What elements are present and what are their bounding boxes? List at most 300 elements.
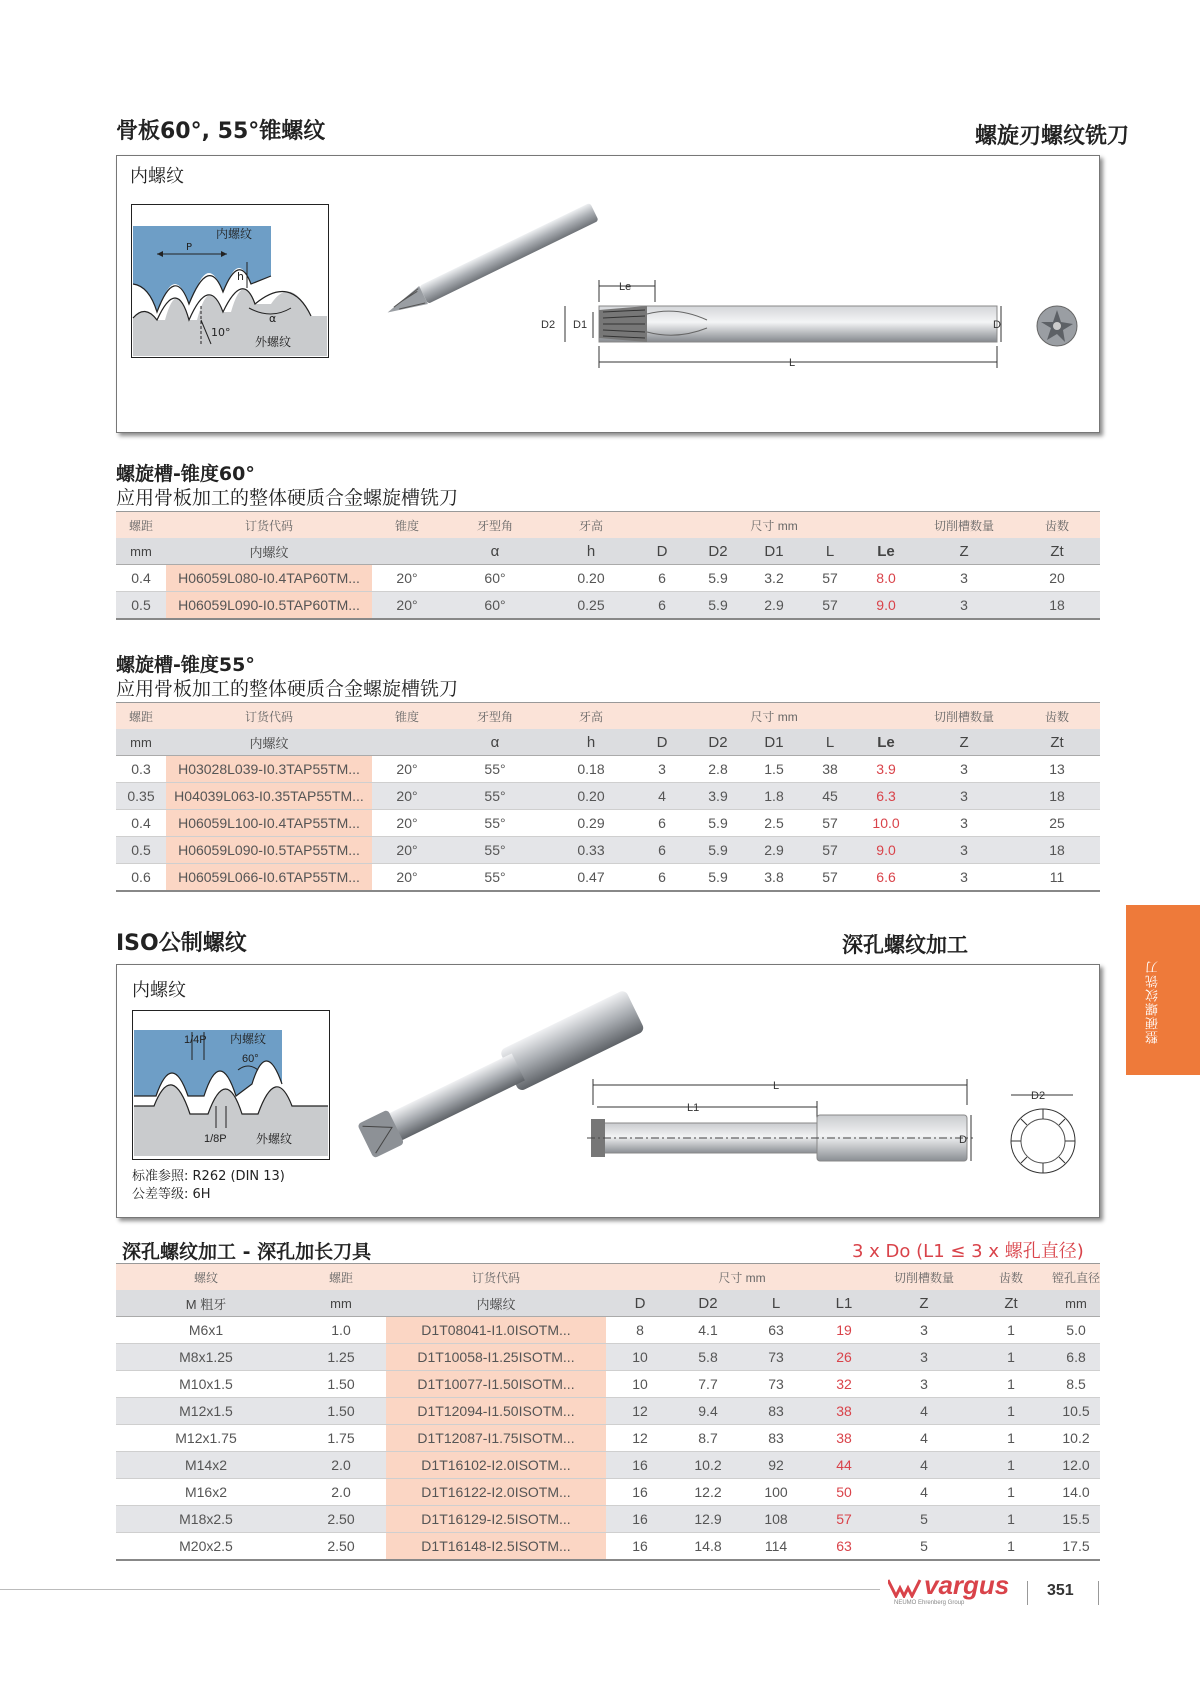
table-row [116, 1371, 1100, 1398]
cell-pitch: 1.50 [296, 1398, 386, 1425]
cell-order-code[interactable]: H03028L039-I0.3TAP55TM... [166, 756, 372, 783]
cell-order-code[interactable]: D1T12094-I1.50ISOTM... [386, 1398, 606, 1425]
cell-pitch: 2.0 [296, 1479, 386, 1506]
cell-order-code[interactable]: D1T16129-I2.5ISOTM... [386, 1506, 606, 1533]
hdr-order-code: 订货代码 [166, 512, 372, 539]
cell-zt: 11 [1014, 864, 1100, 892]
cell-h: 0.33 [548, 837, 634, 864]
standard-reference: 标准参照: R262 (DIN 13) [132, 1169, 285, 1184]
cell-d2: 5.9 [690, 864, 746, 892]
cell-d: 16 [606, 1479, 674, 1506]
cell-order-code[interactable]: D1T12087-I1.75ISOTM... [386, 1425, 606, 1452]
cell-le: 8.0 [858, 565, 914, 592]
height-label: h [237, 270, 244, 283]
cell-l: 57 [802, 592, 858, 620]
table1-header-row [116, 512, 1100, 539]
cell-pitch: 2.50 [296, 1533, 386, 1561]
cell-zt: 13 [1014, 756, 1100, 783]
hdr-order-code: 订货代码 [166, 703, 372, 730]
internal-thread-label: 内螺纹 [216, 227, 253, 241]
cell-z: 3 [878, 1344, 970, 1371]
table-row [116, 1479, 1100, 1506]
cell-l: 57 [802, 837, 858, 864]
hdr-flutes: 切削槽数量 [878, 1264, 970, 1291]
cell-l: 73 [742, 1344, 810, 1371]
cell-z: 5 [878, 1533, 970, 1561]
cell-order-code[interactable]: H06059L090-I0.5TAP60TM... [166, 592, 372, 620]
table2-header-row [116, 703, 1100, 730]
table-row [116, 810, 1100, 837]
cell-angle: 60° [442, 565, 548, 592]
side-category-tab[interactable] [1126, 905, 1200, 1075]
cell-d2: 10.2 [674, 1452, 742, 1479]
section1-right-title: 螺旋刃螺纹铣刀 [975, 124, 1130, 149]
cell-d1: 2.5 [746, 810, 802, 837]
cell-l: 38 [802, 756, 858, 783]
table3-header-row [116, 1264, 1100, 1291]
cell-l1: 44 [810, 1452, 878, 1479]
table-row [116, 1398, 1100, 1425]
cell-d: 16 [606, 1452, 674, 1479]
cell-d: 4 [634, 783, 690, 810]
cell-order-code[interactable]: D1T08041-I1.0ISOTM... [386, 1317, 606, 1344]
cell-order-code[interactable]: D1T10077-I1.50ISOTM... [386, 1371, 606, 1398]
cell-zt: 1 [970, 1533, 1052, 1561]
cell-taper: 20° [372, 810, 442, 837]
cell-zt: 1 [970, 1398, 1052, 1425]
cell-zt: 1 [970, 1344, 1052, 1371]
cell-le: 9.0 [858, 837, 914, 864]
cell-l1: 19 [810, 1317, 878, 1344]
hdr-flutes: 切削槽数量 [914, 512, 1014, 539]
table-row [116, 837, 1100, 864]
cell-d: 3 [634, 756, 690, 783]
cell-l: 83 [742, 1398, 810, 1425]
cell-h: 0.20 [548, 565, 634, 592]
section1-title: 骨板60°, 55°锥螺纹 [116, 119, 326, 144]
cell-pitch: 1.50 [296, 1371, 386, 1398]
external-thread-label: 外螺纹 [256, 1132, 293, 1146]
cell-z: 4 [878, 1452, 970, 1479]
table-row [116, 1533, 1100, 1561]
hdr-order-code: 订货代码 [386, 1264, 606, 1291]
cell-h: 0.18 [548, 756, 634, 783]
hdr-pitch: 螺距 [296, 1264, 386, 1291]
hdr-thread-height: 牙高 [548, 512, 634, 539]
table-row [116, 1425, 1100, 1452]
d2-dim-label: D2 [1031, 1090, 1046, 1102]
cell-order-code[interactable]: H06059L066-I0.6TAP55TM... [166, 864, 372, 892]
sub-d: D [606, 1290, 674, 1317]
cell-z: 4 [878, 1425, 970, 1452]
cell-zt: 1 [970, 1371, 1052, 1398]
cell-h: 0.29 [548, 810, 634, 837]
cell-taper: 20° [372, 565, 442, 592]
cell-pitch: 1.25 [296, 1344, 386, 1371]
sub-mm: mm [116, 538, 166, 565]
cell-l: 57 [802, 864, 858, 892]
hdr-teeth: 齿数 [1014, 512, 1100, 539]
cell-d: 6 [634, 810, 690, 837]
section2-title: ISO公制螺纹 [116, 931, 247, 956]
hdr-taper: 锥度 [372, 512, 442, 539]
cell-bore: 10.2 [1052, 1425, 1100, 1452]
table1 [116, 511, 1100, 620]
table1-subtitle: 应用骨板加工的整体硬质合金螺旋槽铣刀 [116, 487, 459, 509]
cell-d1: 2.9 [746, 592, 802, 620]
cell-bore: 17.5 [1052, 1533, 1100, 1561]
cell-l1: 38 [810, 1398, 878, 1425]
hdr-teeth: 齿数 [970, 1264, 1052, 1291]
cell-angle: 55° [442, 864, 548, 892]
hdr-dimensions: 尺寸 mm [634, 703, 914, 730]
cell-pitch: 0.4 [116, 565, 166, 592]
cell-d: 6 [634, 837, 690, 864]
table2-subheader-row [116, 729, 1100, 756]
cell-d: 16 [606, 1533, 674, 1561]
table-row [116, 1506, 1100, 1533]
sub-l: L [802, 538, 858, 565]
cell-d2: 3.9 [690, 783, 746, 810]
table2-title: 螺旋槽-锥度55° [116, 654, 255, 676]
cell-order-code[interactable]: D1T16148-I2.5ISOTM... [386, 1533, 606, 1561]
cell-bore: 15.5 [1052, 1506, 1100, 1533]
cell-angle: 55° [442, 837, 548, 864]
sub-d1: D1 [746, 538, 802, 565]
cell-h: 0.47 [548, 864, 634, 892]
cell-d: 12 [606, 1425, 674, 1452]
cell-h: 0.20 [548, 783, 634, 810]
cell-d2: 5.8 [674, 1344, 742, 1371]
hdr-thread-height: 牙高 [548, 703, 634, 730]
cell-thread: M14x2 [116, 1452, 296, 1479]
cell-d2: 9.4 [674, 1398, 742, 1425]
cell-thread: M6x1 [116, 1317, 296, 1344]
cell-z: 3 [878, 1371, 970, 1398]
hdr-flutes: 切削槽数量 [914, 703, 1014, 730]
cell-bore: 5.0 [1052, 1317, 1100, 1344]
sub-d2: D2 [674, 1290, 742, 1317]
cell-z: 4 [878, 1479, 970, 1506]
page-number: 351 [1047, 1582, 1074, 1599]
sub-zt: Zt [1014, 538, 1100, 565]
cell-z: 5 [878, 1506, 970, 1533]
sub-alpha: α [442, 729, 548, 756]
tool-dimension-view [537, 276, 1007, 386]
cell-l1: 57 [810, 1506, 878, 1533]
cell-pitch: 0.5 [116, 837, 166, 864]
sub-d2: D2 [690, 538, 746, 565]
section1-panel [116, 155, 1100, 433]
table1-subheader-row [116, 538, 1100, 565]
cell-zt: 18 [1014, 783, 1100, 810]
cell-pitch: 2.0 [296, 1452, 386, 1479]
cell-l1: 32 [810, 1371, 878, 1398]
cell-l: 45 [802, 783, 858, 810]
cell-order-code[interactable]: H06059L100-I0.4TAP55TM... [166, 810, 372, 837]
cell-zt: 1 [970, 1452, 1052, 1479]
sub-z: Z [914, 729, 1014, 756]
cell-l: 83 [742, 1425, 810, 1452]
deep-hole-dimension-view [587, 1075, 977, 1185]
cell-z: 3 [914, 837, 1014, 864]
cell-le: 6.3 [858, 783, 914, 810]
cell-l: 57 [802, 810, 858, 837]
cell-d2: 5.9 [690, 565, 746, 592]
cell-d: 6 [634, 864, 690, 892]
sub-mm: mm [296, 1290, 386, 1317]
cell-bore: 8.5 [1052, 1371, 1100, 1398]
hdr-dimensions: 尺寸 mm [606, 1264, 878, 1291]
footer-divider [0, 1589, 880, 1590]
sub-alpha: α [442, 538, 548, 565]
table3 [116, 1263, 1100, 1561]
cell-z: 3 [914, 864, 1014, 892]
sub-internal: 内螺纹 [166, 538, 372, 565]
iso-thread-profile-diagram [132, 1010, 330, 1160]
cell-zt: 1 [970, 1506, 1052, 1533]
sub-internal: 内螺纹 [386, 1290, 606, 1317]
cell-le: 9.0 [858, 592, 914, 620]
sub-z: Z [878, 1290, 970, 1317]
cell-zt: 18 [1014, 837, 1100, 864]
cell-zt: 20 [1014, 565, 1100, 592]
cell-order-code[interactable]: H04039L063-I0.35TAP55TM... [166, 783, 372, 810]
cell-d1: 2.9 [746, 837, 802, 864]
hdr-pitch: 螺距 [116, 512, 166, 539]
cell-pitch: 0.5 [116, 592, 166, 620]
l-dim-label: L [773, 1080, 780, 1092]
footer-separator [1027, 1581, 1028, 1605]
cell-d: 10 [606, 1344, 674, 1371]
cell-thread: M20x2.5 [116, 1533, 296, 1561]
cell-pitch: 0.35 [116, 783, 166, 810]
hdr-teeth: 齿数 [1014, 703, 1100, 730]
table-row [116, 1317, 1100, 1344]
sub-d1: D1 [746, 729, 802, 756]
cell-d2: 5.9 [690, 592, 746, 620]
sub-internal: 内螺纹 [166, 729, 372, 756]
sub-empty [372, 729, 442, 756]
cell-order-code[interactable]: D1T16122-I2.0ISOTM... [386, 1479, 606, 1506]
cell-l1: 63 [810, 1533, 878, 1561]
cell-angle: 55° [442, 756, 548, 783]
hdr-profile-angle: 牙型角 [442, 703, 548, 730]
cell-z: 3 [914, 783, 1014, 810]
table2 [116, 702, 1100, 892]
cell-pitch: 2.50 [296, 1506, 386, 1533]
sub-mm2: mm [1052, 1290, 1100, 1317]
cell-d1: 3.2 [746, 565, 802, 592]
table-row [116, 1452, 1100, 1479]
cell-d: 6 [634, 565, 690, 592]
cell-thread: M10x1.5 [116, 1371, 296, 1398]
cell-d1: 3.8 [746, 864, 802, 892]
internal-thread-label: 内螺纹 [230, 1032, 267, 1046]
cell-angle: 55° [442, 783, 548, 810]
cell-d2: 4.1 [674, 1317, 742, 1344]
sub-z: Z [914, 538, 1014, 565]
table-row [116, 864, 1100, 892]
alpha-label: α [269, 312, 277, 325]
cell-thread: M8x1.25 [116, 1344, 296, 1371]
sub-h: h [548, 729, 634, 756]
hdr-thread: 螺纹 [116, 1264, 296, 1291]
cell-order-code[interactable]: D1T16102-I2.0ISOTM... [386, 1452, 606, 1479]
cell-pitch: 0.3 [116, 756, 166, 783]
cell-order-code[interactable]: D1T10058-I1.25ISOTM... [386, 1344, 606, 1371]
brand-group: NEUMO Ehrenberg Group [894, 1600, 965, 1606]
cell-thread: M16x2 [116, 1479, 296, 1506]
vargus-logo-icon [888, 1578, 924, 1598]
table-row [116, 565, 1100, 592]
table3-title: 深孔螺纹加工 - 深孔加长刀具 [122, 1241, 372, 1263]
sub-coarse: M 粗牙 [116, 1290, 296, 1317]
side-tab-label: 整硬螺纹铣刀 [1146, 960, 1161, 1044]
cell-l: 100 [742, 1479, 810, 1506]
sub-le: Le [858, 538, 914, 565]
pitch-label: P [186, 242, 193, 253]
cell-thread: M12x1.75 [116, 1425, 296, 1452]
l1-dim-label: L1 [687, 1102, 700, 1114]
deep-hole-end-view [1005, 1085, 1081, 1185]
cell-d2: 5.9 [690, 837, 746, 864]
sub-zt: Zt [970, 1290, 1052, 1317]
cell-zt: 18 [1014, 592, 1100, 620]
cell-thread: M12x1.5 [116, 1398, 296, 1425]
cell-angle: 55° [442, 810, 548, 837]
cell-l1: 38 [810, 1425, 878, 1452]
sub-l: L [802, 729, 858, 756]
angle-60-label: 60° [242, 1053, 259, 1065]
sub-zt: Zt [1014, 729, 1100, 756]
cell-l: 92 [742, 1452, 810, 1479]
cell-pitch: 1.75 [296, 1425, 386, 1452]
cell-d2: 5.9 [690, 810, 746, 837]
table3-subheader-row [116, 1290, 1100, 1317]
d-dim-label: D [959, 1134, 967, 1146]
cell-zt: 1 [970, 1479, 1052, 1506]
cell-l: 57 [802, 565, 858, 592]
table3-note: 3 x Do (L1 ≤ 3 x 螺孔直径) [852, 1241, 1084, 1262]
cell-d: 12 [606, 1398, 674, 1425]
cell-z: 4 [878, 1398, 970, 1425]
tool-end-view [1035, 304, 1079, 348]
sub-h: h [548, 538, 634, 565]
cell-l1: 50 [810, 1479, 878, 1506]
cell-d2: 14.8 [674, 1533, 742, 1561]
cell-taper: 20° [372, 783, 442, 810]
sub-d: D [634, 538, 690, 565]
cell-d2: 7.7 [674, 1371, 742, 1398]
d-dim-label: D [993, 319, 1001, 331]
cell-order-code[interactable]: H06059L080-I0.4TAP60TM... [166, 565, 372, 592]
cell-angle: 60° [442, 592, 548, 620]
cell-l: 73 [742, 1371, 810, 1398]
sub-empty [372, 538, 442, 565]
table1-title: 螺旋槽-锥度60° [116, 463, 255, 485]
cell-zt: 1 [970, 1425, 1052, 1452]
cell-order-code[interactable]: H06059L090-I0.5TAP55TM... [166, 837, 372, 864]
cell-z: 3 [914, 756, 1014, 783]
table-row [116, 592, 1100, 620]
table2-subtitle: 应用骨板加工的整体硬质合金螺旋槽铣刀 [116, 678, 459, 700]
sub-l1: L1 [810, 1290, 878, 1317]
cell-pitch: 0.6 [116, 864, 166, 892]
hdr-bore-diameter: 镗孔直径 [1052, 1264, 1100, 1291]
sub-d2: D2 [690, 729, 746, 756]
cell-pitch: 0.4 [116, 810, 166, 837]
cell-l1: 26 [810, 1344, 878, 1371]
cell-d: 6 [634, 592, 690, 620]
cell-d: 16 [606, 1506, 674, 1533]
cell-d: 8 [606, 1317, 674, 1344]
brand-name: vargus [924, 1570, 1010, 1600]
d1-dim-label: D1 [573, 319, 588, 331]
panel-label: 内螺纹 [130, 166, 184, 187]
cell-l: 108 [742, 1506, 810, 1533]
sub-l: L [742, 1290, 810, 1317]
l-dim-label: L [789, 357, 796, 369]
cell-l: 63 [742, 1317, 810, 1344]
table-row [116, 783, 1100, 810]
cell-zt: 1 [970, 1317, 1052, 1344]
quarter-pitch-label: 1/4P [184, 1034, 207, 1046]
cell-le: 6.6 [858, 864, 914, 892]
cell-z: 3 [914, 810, 1014, 837]
cell-bore: 12.0 [1052, 1452, 1100, 1479]
thread-profile-diagram [131, 204, 329, 358]
cell-taper: 20° [372, 592, 442, 620]
cell-z: 3 [914, 565, 1014, 592]
angle-label: 10° [211, 326, 231, 339]
tolerance-grade: 公差等级: 6H [132, 1187, 211, 1202]
cell-bore: 6.8 [1052, 1344, 1100, 1371]
cell-thread: M18x2.5 [116, 1506, 296, 1533]
cell-z: 3 [914, 592, 1014, 620]
cell-d1: 1.5 [746, 756, 802, 783]
cell-d2: 12.9 [674, 1506, 742, 1533]
cell-z: 3 [878, 1317, 970, 1344]
footer-separator-right [1098, 1581, 1099, 1605]
cell-d1: 1.8 [746, 783, 802, 810]
eighth-pitch-label: 1/8P [204, 1133, 227, 1145]
d2-dim-label: D2 [541, 319, 556, 331]
table-row [116, 1344, 1100, 1371]
sub-le: Le [858, 729, 914, 756]
panel-label: 内螺纹 [132, 980, 186, 1001]
cell-bore: 14.0 [1052, 1479, 1100, 1506]
hdr-profile-angle: 牙型角 [442, 512, 548, 539]
section2-right-title: 深孔螺纹加工 [842, 933, 968, 957]
hdr-dimensions: 尺寸 mm [634, 512, 914, 539]
le-dim-label: Le [619, 281, 632, 293]
cell-taper: 20° [372, 837, 442, 864]
hdr-pitch: 螺距 [116, 703, 166, 730]
sub-mm: mm [116, 729, 166, 756]
cell-d2: 2.8 [690, 756, 746, 783]
cell-l: 114 [742, 1533, 810, 1561]
cell-d: 10 [606, 1371, 674, 1398]
cell-d2: 8.7 [674, 1425, 742, 1452]
section2-panel [116, 964, 1100, 1218]
cell-zt: 25 [1014, 810, 1100, 837]
external-thread-label: 外螺纹 [255, 335, 292, 349]
cell-taper: 20° [372, 756, 442, 783]
cell-taper: 20° [372, 864, 442, 892]
table-row [116, 756, 1100, 783]
cell-pitch: 1.0 [296, 1317, 386, 1344]
